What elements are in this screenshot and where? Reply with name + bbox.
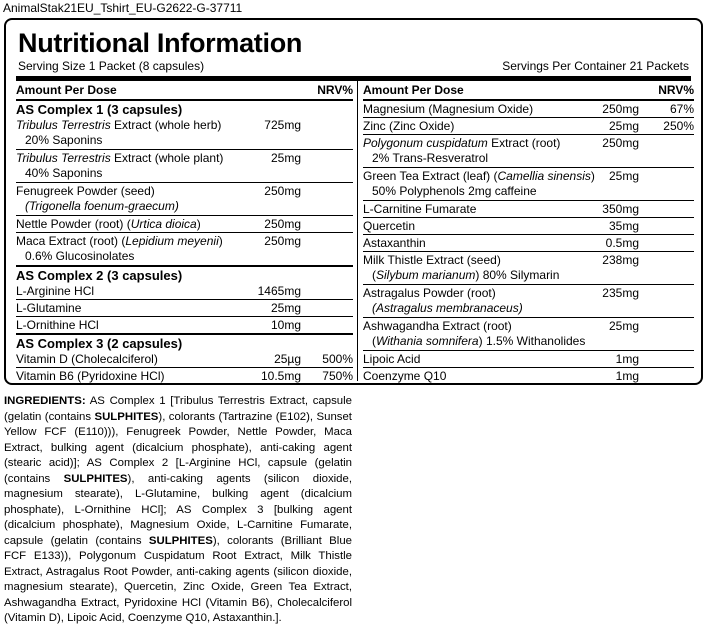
nutrient-amount: 1mg bbox=[615, 352, 639, 366]
nutrient-row bbox=[363, 350, 694, 367]
ingredients-text bbox=[4, 394, 352, 627]
nutrient-row bbox=[363, 217, 694, 234]
nutrient-row bbox=[363, 101, 694, 117]
nutrient-name-text: ) bbox=[218, 234, 223, 248]
nutrient-amount: 25mg bbox=[608, 319, 639, 333]
nutrient-amount: 10mg bbox=[270, 318, 301, 332]
detail-text: ) 80% Silymarin bbox=[475, 268, 560, 282]
nutrient-name-text: Extract (whole plant) bbox=[110, 151, 224, 165]
file-code: AnimalStak21EU_Tshirt_EU-G2622-G-37711 bbox=[3, 1, 243, 15]
nutrient-amount: 250mg bbox=[264, 184, 301, 198]
nutrient-detail bbox=[16, 249, 134, 263]
nutrient-name-text: Milk Thistle Extract (seed) bbox=[363, 253, 501, 267]
nutrient-amount: 238mg bbox=[602, 253, 639, 267]
nutrient-name-italic: Polygonum cuspidatum bbox=[363, 136, 488, 150]
nutrient-row bbox=[363, 117, 694, 134]
nrv-label: NRV% bbox=[317, 83, 353, 97]
nutrient-name-italic: Urtica dioica bbox=[130, 217, 197, 231]
detail-text: ) 1.5% Withanolides bbox=[478, 334, 586, 348]
nutrient-name-text: Maca Extract (root) ( bbox=[16, 234, 126, 248]
detail-text: ( bbox=[372, 268, 376, 282]
nutrient-amount: 250mg bbox=[264, 217, 301, 231]
nutrient-name-text: Astragalus Powder (root) bbox=[363, 286, 496, 300]
nutrient-row bbox=[16, 367, 353, 384]
section-title bbox=[16, 101, 353, 117]
nutrient-name bbox=[16, 284, 94, 298]
nutrient-name bbox=[16, 369, 165, 383]
detail-italic: Withania somnifera bbox=[376, 334, 479, 348]
ingredients-part: AS Complex 1 [Tribulus Terrestris Extract, capsule (gelatin (contains bbox=[4, 395, 352, 423]
detail-italic: (Astragalus membranaceus) bbox=[372, 301, 523, 315]
nutrient-row bbox=[16, 299, 353, 316]
nutrient-detail bbox=[363, 334, 585, 348]
nutrient-nrv: 67% bbox=[669, 102, 694, 116]
nutrient-detail bbox=[16, 199, 179, 213]
detail-text: 0.6% Glucosinolates bbox=[25, 249, 135, 263]
right-column bbox=[363, 81, 694, 384]
allergen: SULPHITES bbox=[94, 410, 159, 423]
section-title bbox=[16, 333, 353, 351]
nutrient-name-italic: Tribulus Terrestris bbox=[16, 118, 111, 132]
ingredients-part: ), colorants (Tartrazine (E102), Sunset Yellow FCF (E110))), Fenugreek Powder, Nettle Powder, Maca Extract, bulking agent (dicalcium phosphate), anti-caking agent (stearic acid)]; AS Complex 2 [L-Arginine HCl, capsule (gelatin (contains bbox=[4, 410, 352, 485]
nutrient-amount: 725mg bbox=[264, 118, 301, 132]
nutrient-name bbox=[16, 301, 81, 315]
nutrient-amount: 25mg bbox=[270, 301, 301, 315]
nutrient-row bbox=[363, 317, 694, 350]
nutrient-name-text: ) bbox=[196, 217, 201, 231]
nutrient-name-text: L-Carnitine Fumarate bbox=[363, 202, 477, 216]
nutrient-name bbox=[363, 319, 512, 333]
left-header bbox=[16, 81, 353, 101]
nutrient-name-text: Green Tea Extract (leaf) ( bbox=[363, 169, 498, 183]
nutrient-name-italic: Camellia sinensis bbox=[497, 169, 591, 183]
nutrient-amount: 250mg bbox=[602, 136, 639, 150]
nutrient-name-italic: Lepidium meyenii bbox=[125, 234, 219, 248]
detail-text: 50% Polyphenols 2mg caffeine bbox=[372, 184, 537, 198]
nutrient-row bbox=[363, 284, 694, 317]
nutrient-name-text: Nettle Powder (root) ( bbox=[16, 217, 131, 231]
nutrient-detail bbox=[363, 301, 523, 315]
nutrient-amount: 10.5mg bbox=[260, 369, 301, 383]
nutrient-name bbox=[16, 184, 155, 198]
nutrient-amount: 350mg bbox=[602, 202, 639, 216]
nutrient-name bbox=[16, 151, 223, 165]
nutrition-panel bbox=[4, 18, 703, 385]
nutrient-name bbox=[363, 236, 426, 250]
detail-text: 20% Saponins bbox=[25, 133, 103, 147]
nutrient-row bbox=[363, 134, 694, 167]
section-title-text: AS Complex 1 (3 capsules) bbox=[16, 102, 183, 117]
nutrient-amount: 25µg bbox=[274, 352, 301, 366]
nutrient-amount: 1465mg bbox=[257, 284, 301, 298]
nutrient-name bbox=[363, 369, 446, 383]
nutrient-row bbox=[363, 234, 694, 251]
nutrient-nrv: 250% bbox=[663, 119, 694, 133]
nutrient-row bbox=[363, 367, 694, 384]
nutrient-name bbox=[16, 118, 221, 132]
nutrient-amount: 250mg bbox=[602, 102, 639, 116]
nutrient-name-text: Vitamin D (Cholecalciferol) bbox=[16, 352, 158, 366]
amount-per-dose-label: Amount Per Dose bbox=[363, 83, 464, 97]
nutrient-row bbox=[363, 251, 694, 284]
nutrient-nrv: 750% bbox=[322, 369, 353, 383]
nutrient-name bbox=[363, 102, 533, 116]
serving-size: Serving Size 1 Packet (8 capsules) bbox=[18, 59, 205, 73]
nutrient-amount: 25mg bbox=[608, 169, 639, 183]
nutrient-name bbox=[363, 286, 496, 300]
detail-text: 2% Trans-Resveratrol bbox=[372, 151, 489, 165]
nutrient-name-text: L-Ornithine HCl bbox=[16, 318, 99, 332]
nutrient-name-text: Ashwagandha Extract (root) bbox=[363, 319, 512, 333]
nutrient-detail bbox=[16, 166, 102, 180]
nutrient-name-text: Zinc (Zinc Oxide) bbox=[363, 119, 455, 133]
nutrient-name bbox=[363, 136, 560, 150]
nutrient-row bbox=[16, 351, 353, 367]
allergen: SULPHITES bbox=[63, 472, 128, 485]
ingredients-label: INGREDIENTS: bbox=[4, 395, 86, 407]
nutrient-row bbox=[16, 149, 353, 182]
nutrient-row bbox=[16, 283, 353, 299]
section-title-text: AS Complex 3 (2 capsules) bbox=[16, 336, 183, 351]
section-title-text: AS Complex 2 (3 capsules) bbox=[16, 268, 183, 283]
ingredients-part: ), colorants (Brilliant Blue FCF E133)), Polygonum Cuspidatum Root Extract, Milk Thistle Extract, Astragalus Root Powder, anti-caking agents (silicon dioxide, magnesium stearate), Quercetin, Zinc Oxide, Green Tea Extract, Ashwagandha Extract, Pyridoxine HCl (Vitamin B6), Cholecalciferol (Vitamin D), Lipoic Acid, Coenzyme Q10, Astaxanthin.]. bbox=[4, 534, 352, 624]
nutrient-name-text: Fenugreek Powder (seed) bbox=[16, 184, 155, 198]
nutrient-row bbox=[363, 167, 694, 200]
detail-italic: (Trigonella foenum-graecum) bbox=[25, 199, 179, 213]
nutrient-name bbox=[363, 253, 501, 267]
nutrient-name-text: L-Arginine HCl bbox=[16, 284, 95, 298]
nutrient-detail bbox=[363, 184, 537, 198]
amount-per-dose-label: Amount Per Dose bbox=[16, 83, 117, 97]
nrv-label: NRV% bbox=[658, 83, 694, 97]
nutrient-name bbox=[16, 318, 99, 332]
left-column bbox=[16, 81, 353, 384]
nutrient-row bbox=[16, 232, 353, 265]
nutrient-row bbox=[16, 316, 353, 333]
detail-text: 40% Saponins bbox=[25, 166, 103, 180]
nutrient-name-text: L-Glutamine bbox=[16, 301, 82, 315]
nutrient-name bbox=[363, 119, 454, 133]
nutrient-name-text: Lipoic Acid bbox=[363, 352, 421, 366]
nutrient-detail bbox=[363, 268, 559, 282]
nutrient-name bbox=[16, 217, 201, 231]
nutrient-name bbox=[363, 352, 420, 366]
nutrient-name bbox=[16, 352, 158, 366]
nutrient-detail bbox=[16, 133, 102, 147]
nutrient-name-text: Astaxanthin bbox=[363, 236, 426, 250]
nutrient-name-text: Extract (root) bbox=[487, 136, 561, 150]
column-divider bbox=[357, 81, 358, 381]
section-title bbox=[16, 265, 353, 283]
nutrient-name-text: Extract (whole herb) bbox=[110, 118, 222, 132]
nutrient-name bbox=[363, 169, 595, 183]
servings-per-container: Servings Per Container 21 Packets bbox=[502, 59, 689, 73]
detail-italic: Silybum marianum bbox=[376, 268, 476, 282]
nutrient-detail bbox=[363, 151, 488, 165]
nutrient-name-text: Magnesium (Magnesium Oxide) bbox=[363, 102, 534, 116]
nutrient-amount: 250mg bbox=[264, 234, 301, 248]
panel-title: Nutritional Information bbox=[18, 28, 303, 58]
nutrient-row bbox=[16, 182, 353, 215]
ingredients-part: ), anti-caking agents (silicon dioxide, magnesium stearate), L-Glutamine, bulking agent (dicalcium phosphate), L-Ornithine HCl]; AS Complex 3 [bulking agent (dicalcium phosphate), Magnesium Oxide, L-Carnitine Fumarate, capsule (gelatin (contains bbox=[4, 472, 353, 547]
nutrient-name-text: Coenzyme Q10 bbox=[363, 369, 447, 383]
nutrient-row bbox=[16, 117, 353, 149]
nutrient-amount: 235mg bbox=[602, 286, 639, 300]
allergen: SULPHITES bbox=[148, 534, 213, 547]
nutrient-row bbox=[363, 200, 694, 217]
nutrient-name bbox=[16, 234, 223, 248]
nutrient-amount: 25mg bbox=[608, 119, 639, 133]
nutrient-name-text: ) bbox=[590, 169, 595, 183]
right-header bbox=[363, 81, 694, 101]
nutrient-nrv: 500% bbox=[322, 352, 353, 366]
nutrient-amount: 25mg bbox=[270, 151, 301, 165]
nutrient-name-italic: Tribulus Terrestris bbox=[16, 151, 111, 165]
nutrient-amount: 0.5mg bbox=[605, 236, 639, 250]
nutrient-name-text: Vitamin B6 (Pyridoxine HCl) bbox=[16, 369, 165, 383]
nutrient-name bbox=[363, 219, 415, 233]
nutrient-row bbox=[16, 215, 353, 232]
nutrient-amount: 35mg bbox=[608, 219, 639, 233]
detail-text: ( bbox=[372, 334, 376, 348]
nutrient-name bbox=[363, 202, 476, 216]
nutrient-amount: 1mg bbox=[615, 369, 639, 383]
nutrient-name-text: Quercetin bbox=[363, 219, 416, 233]
